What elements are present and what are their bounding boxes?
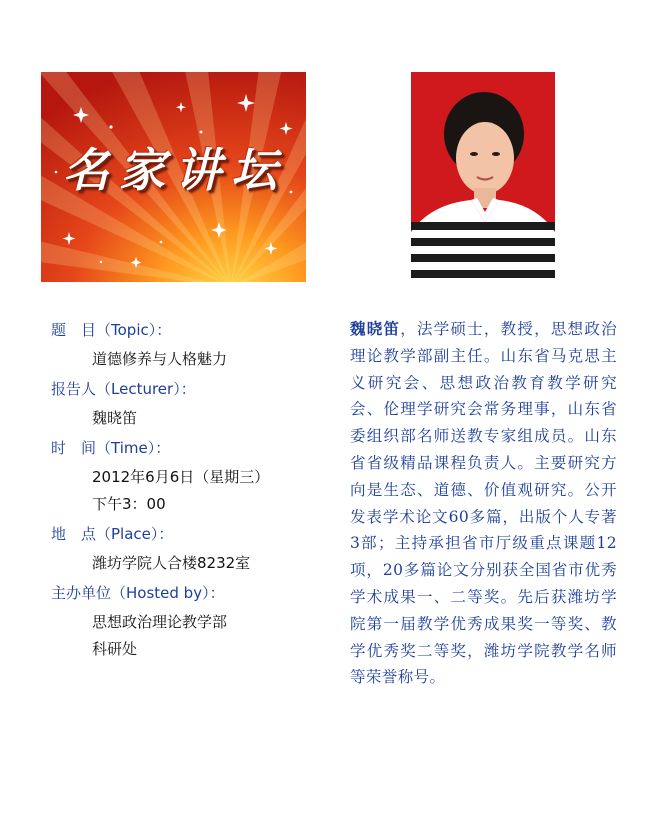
lecturer-label: 报告人（Lecturer）： (51, 380, 196, 398)
place-value: 潍坊学院人合楼8232室 (92, 554, 251, 572)
lecturer-value: 魏晓笛 (92, 409, 138, 427)
lecturer-portrait (411, 72, 555, 280)
time-hour: 下午3：00 (92, 495, 166, 513)
lecture-info (51, 318, 341, 667)
host-group (51, 581, 341, 661)
topic-group (51, 318, 341, 371)
lecturer-group (51, 377, 341, 430)
banner-image (41, 72, 306, 282)
portrait-image (411, 72, 555, 280)
bio-name: 魏晓笛 (350, 319, 401, 338)
place-group (51, 522, 341, 575)
host-label: 主办单位（Hosted by）： (51, 584, 225, 602)
topic-value: 道德修养与人格魅力 (92, 350, 228, 368)
host-value-2: 科研处 (92, 640, 138, 658)
time-label: 时 间（Time）： (51, 439, 171, 457)
place-label: 地 点（Place）： (51, 525, 174, 543)
time-group (51, 436, 341, 516)
lecturer-bio (350, 316, 617, 691)
bio-text: ，法学硕士，教授，思想政治理论教学部副主任。山东省马克思主义研究会、思想政治教育教学研究会、伦理学研究会常务理事，山东省委组织部名师送教专家组成员。山东省省级精品课程负责人。主要研究方向是生态、道德、价值观研究。公开发表学术论文60多篇，出版个人专著3部；主持承担省市厅级重点课题12项，20多篇论文分别获全国省市优秀学术成果一、二等奖。先后获潍坊学院第一届教学优秀成果奖一等奖、教学优秀奖二等奖，潍坊学院教学名师等荣誉称号。 (350, 320, 618, 687)
topic-label: 题 目（Topic）： (51, 321, 172, 339)
time-date: 2012年6月6日（星期三） (92, 468, 270, 486)
host-value-1: 思想政治理论教学部 (92, 613, 228, 631)
banner-title: 名家讲坛 (63, 143, 287, 197)
